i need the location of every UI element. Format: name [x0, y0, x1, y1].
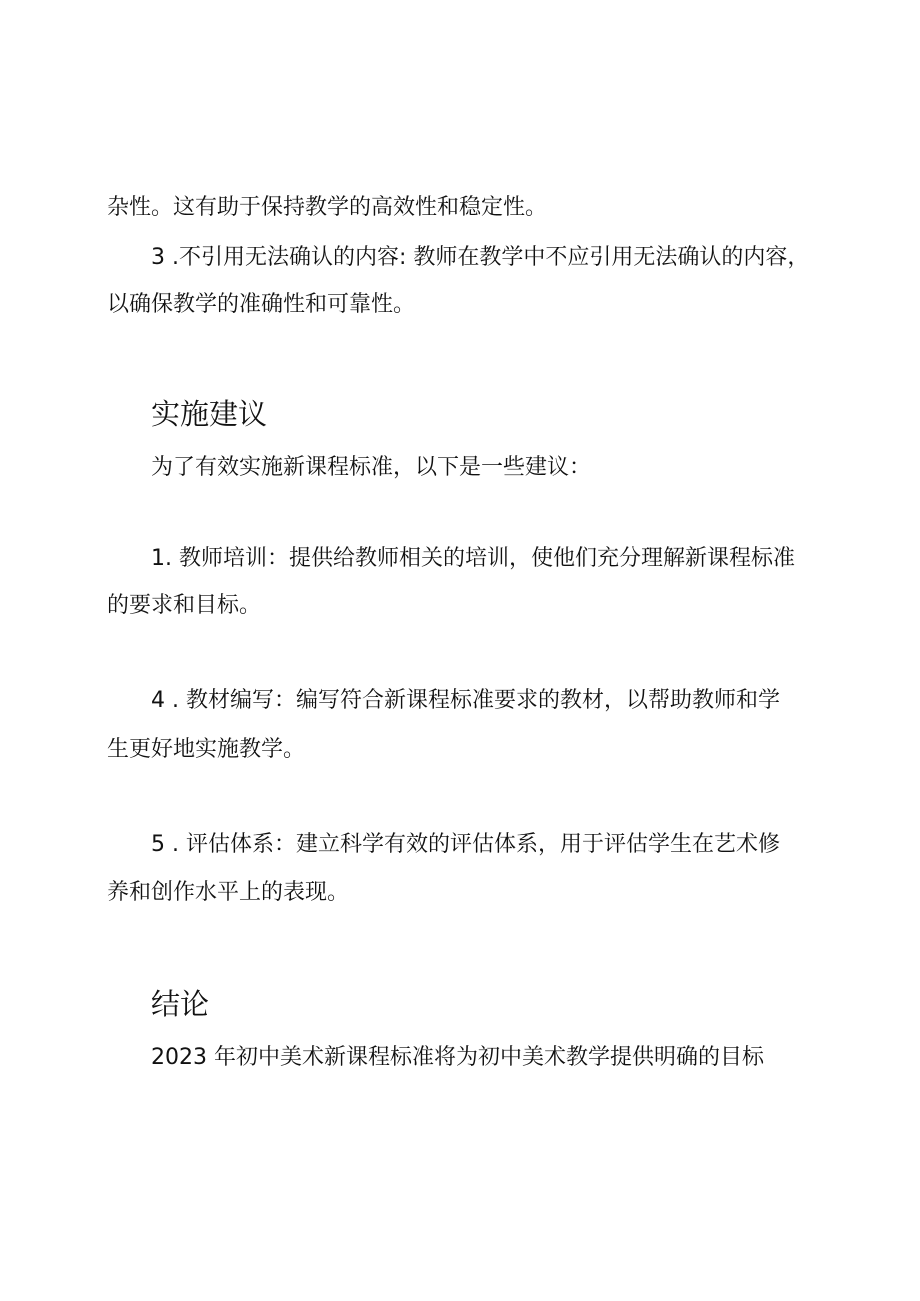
section-intro: 为了有效实施新课程标准，以下是一些建议： [151, 455, 592, 480]
list-item-3-line-2: 以确保教学的准确性和可靠性。 [107, 292, 416, 317]
paragraph-continuation: 杂性。这有助于保持教学的高效性和稳定性。 [107, 195, 548, 220]
list-item-5-line-1: 5 . 评估体系：建立科学有效的评估体系，用于评估学生在艺术修 [151, 832, 780, 857]
list-item-5-line-2: 养和创作水平上的表现。 [107, 880, 350, 905]
list-item-4-line-1: 4 . 教材编写：编写符合新课程标准要求的教材，以帮助教师和学 [151, 688, 780, 713]
list-item-4-line-2: 生更好地实施教学。 [107, 737, 306, 762]
list-item-3-line-1: 3 .不引用无法确认的内容: 教师在教学中不应引用无法确认的内容， [151, 245, 810, 270]
list-item-1-line-1: 1. 教师培训：提供给教师相关的培训，使他们充分理解新课程标准 [151, 546, 795, 571]
section-heading-implementation: 实施建议 [151, 397, 268, 431]
list-item-1-line-2: 的要求和目标。 [107, 593, 262, 618]
section-heading-conclusion: 结论 [151, 987, 210, 1021]
conclusion-text: 2023 年初中美术新课程标准将为初中美术教学提供明确的目标 [151, 1045, 764, 1070]
